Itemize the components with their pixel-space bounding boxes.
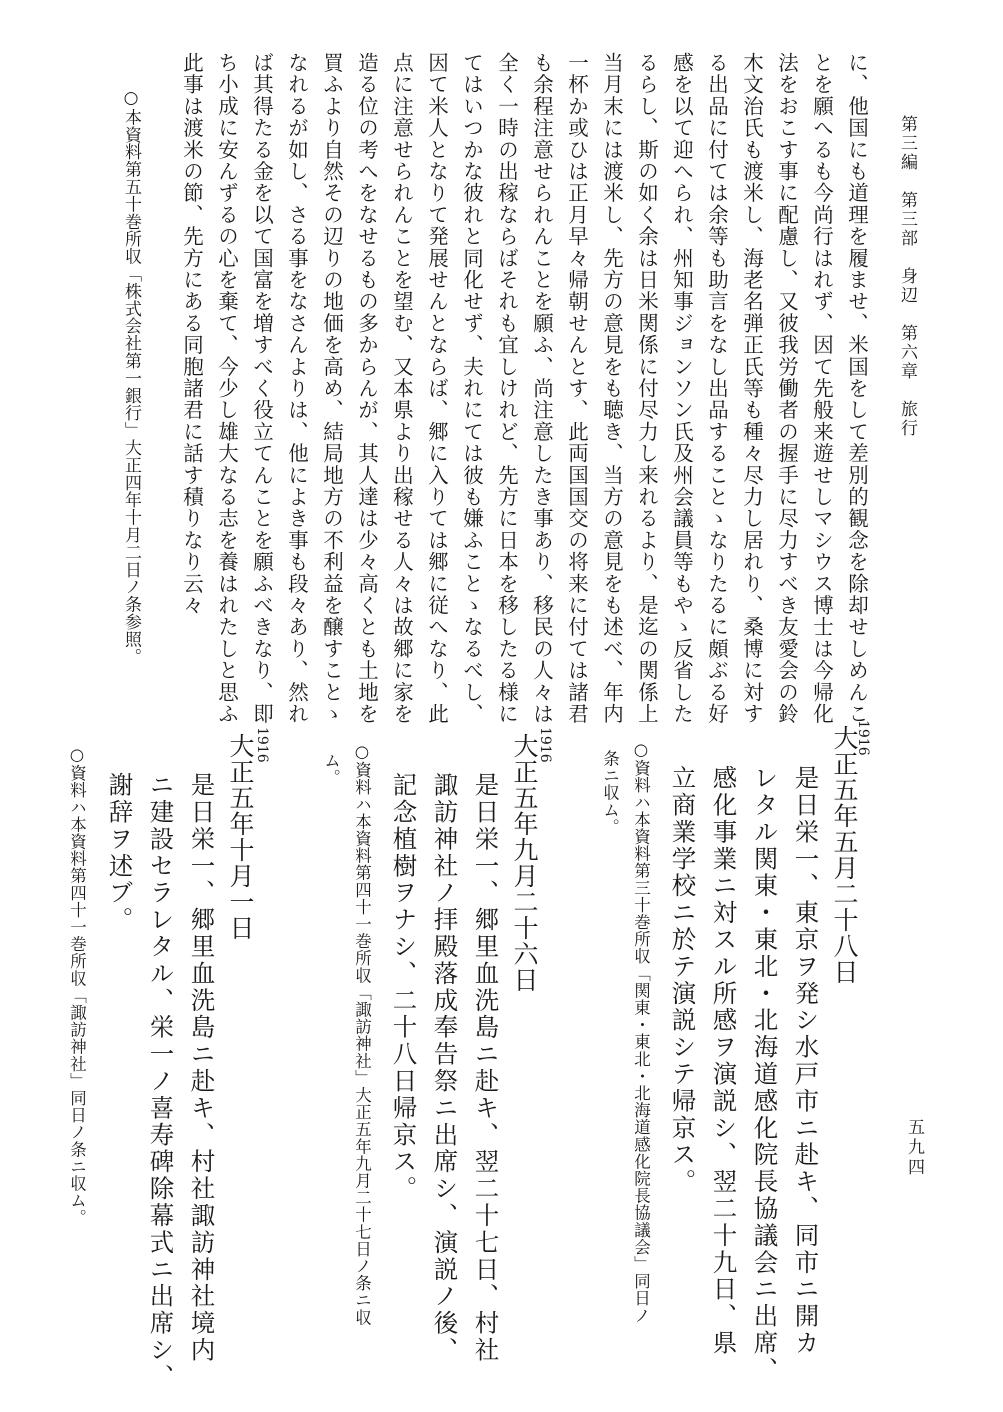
main-text-line: 感を以て迎へられ、州知事ジョンソン氏及州会議員等もやゝ反省した: [669, 52, 694, 725]
main-text-line: 木文治氏も渡米し、海老名弾正氏等も種々尽力し居れり、桑博に対す: [739, 52, 764, 725]
main-text-line: 買ふより自然その辺りの地価を高め、結局地方の不利益を醸すことゝ: [319, 52, 344, 725]
entry-text-line: ニ建設セラレタル、栄一ノ喜寿碑除幕式ニ出席シ、: [146, 772, 176, 1391]
main-text-line: 法をおこす事に配慮し、又彼我労働者の握手に尽力すべき友愛会の鈴: [774, 52, 799, 725]
main-text-line: 此事は渡米の節、先方にある同胞諸君に話す積りなり云々: [179, 52, 204, 617]
main-text-line: てはいつかな彼れと同化せず、夫れにては彼も嫌ふことゝなるべし、: [459, 52, 484, 725]
entry-text-line: 立商業学校ニ於テ演説シテ帰京ス。: [668, 765, 698, 1196]
entry-source-note: ム。: [321, 752, 341, 787]
entry-year: 1916: [537, 727, 553, 763]
main-text-line: る出品に付ては余等も助言をなし出品することゝなりたるに頗ぶる好: [704, 52, 729, 725]
entry-text-line: 感化事業ニ対スル所感ヲ演説シ、翌二十九日、県: [709, 765, 739, 1357]
main-text-line: 因て米人となりて発展せんとならば、郷に入りては郷に従へなり、此: [424, 52, 449, 725]
entry-text-line: レタル関東・東北・北海道感化院長協議会ニ出席、: [750, 765, 780, 1384]
entry-year: 1916: [254, 727, 270, 763]
page-number: 五九四: [904, 1118, 924, 1178]
entry-year: 1916: [855, 720, 871, 756]
main-text-line: ば其得たる金を以て国富を増すべく役立てんことを願ふべきなり、即: [249, 52, 274, 725]
main-text-line: 全く一時の出稼ならばそれも宜しけれど、先方に日本を移したる様に: [494, 52, 519, 725]
main-text-line: とを願へるも今尚行はれず、因て先般来遊せしマシウス博士は今帰化: [809, 52, 834, 725]
running-header: 第三編 第三部 身辺 第六章 旅行: [897, 115, 917, 438]
entry-source-note: 条ニ収ム。: [600, 750, 620, 836]
main-text-line: るらし、斯の如く余は日米関係に付尽力し来れるより、是迄の関係上: [634, 52, 659, 725]
entry-text-line: 是日栄一、郷里血洗島ニ赴キ、村社諏訪神社境内: [187, 772, 217, 1364]
entry-date: 大正五年五月二十八日: [830, 725, 859, 985]
main-text-line: なれるが如し、さる事をなさんよりは、他によき事も段々あり、然れ: [284, 52, 309, 725]
entry-text-line: 是日栄一、郷里血洗島ニ赴キ、翌二十七日、村社: [471, 772, 501, 1364]
main-text-line: 当月末には渡米し、先方の意見をも聴き、当方の意見をも述べ、年内: [599, 52, 624, 725]
entry-text-line: 是日栄一、東京ヲ発シ水戸市ニ赴キ、同市ニ開カ: [791, 765, 821, 1357]
main-text-line: に、他国にも道理を履ませ、米国をして差別的観念を除却せしめんこ: [844, 52, 869, 725]
entry-source-note: ○資料ハ本資料第四十一巻所収「諏訪神社」同日ノ条ニ収ム。: [67, 745, 87, 1227]
main-text-line: 造る位の考へをなせるもの多からんが、其人達は少々高くとも土地を: [354, 52, 379, 725]
main-text-line: も余程注意せられんことを願ふ、尚注意したき事あり、移民の人々は: [529, 52, 554, 725]
main-text-line: 点に注意せられんことを望む、又本県より出稼せる人々は故郷に家を: [389, 52, 414, 725]
entry-source-note: ○資料ハ本資料第四十一巻所収「諏訪神社」大正五年九月二十七日ノ条ニ収: [352, 742, 372, 1326]
entry-date: 大正五年九月二十六日: [510, 733, 539, 993]
entry-date: 大正五年十月一日: [226, 733, 255, 941]
entry-source-note: ○資料ハ本資料第三十巻所収「関東・東北・北海道感化院長協議会」同日ノ: [631, 740, 651, 1324]
main-text-line: 一杯か或ひは正月早々帰朝せんとす、此両国国交の将来に付ては諸君: [564, 52, 589, 725]
main-text-line: ち小成に安んずるの心を棄て、今少し雄大なる志を養はれたしと思ふ: [214, 52, 239, 725]
entry-text-line: 謝辞ヲ述ブ。: [105, 772, 135, 934]
entry-text-line: 諏訪神社ノ拝殿落成奉告祭ニ出席シ、演説ノ後、: [430, 772, 460, 1364]
entry-text-line: 記念植樹ヲナシ、二十八日帰京ス。: [389, 772, 419, 1203]
main-text-source-note: ○本資料第五十巻所収「株式会社第一銀行」大正四年十月二日ノ条参照。: [121, 88, 141, 666]
